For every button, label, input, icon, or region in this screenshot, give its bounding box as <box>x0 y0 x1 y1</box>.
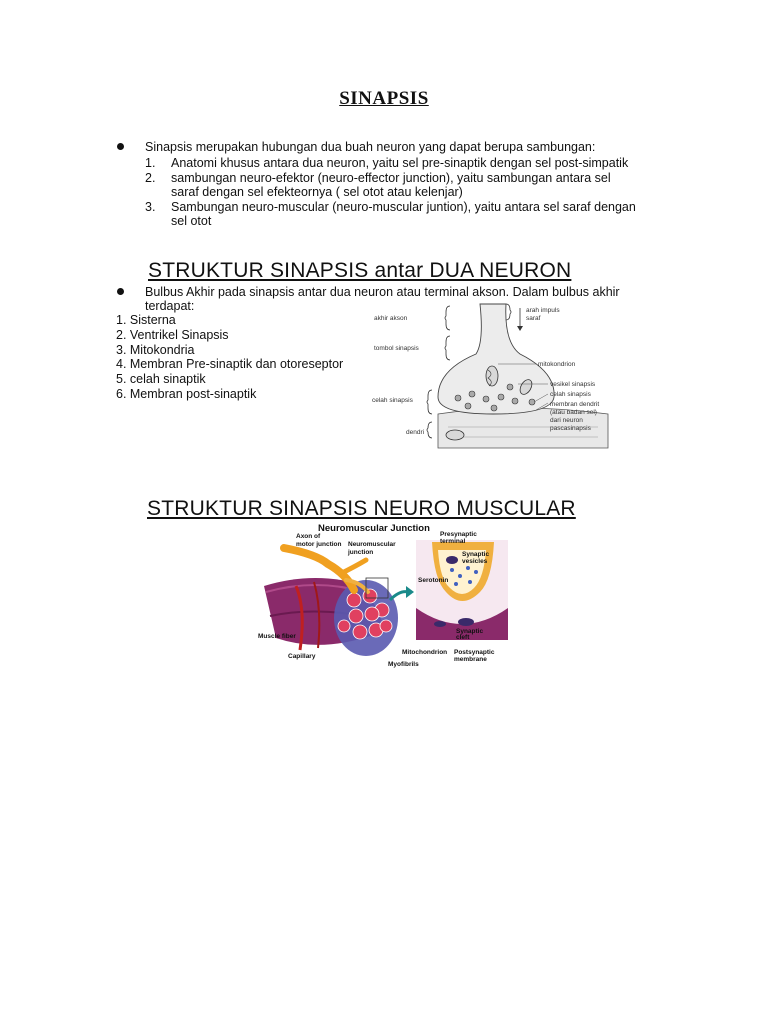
figure-label: tombol sinapsis <box>374 345 419 352</box>
section-heading: STRUKTUR SINAPSIS antar DUA NEURON <box>148 259 572 282</box>
figure-label: arah impuls <box>526 307 560 314</box>
figure-label: membran dendrit <box>550 401 600 408</box>
list-item: 6. Membran post-sinaptik <box>116 387 257 401</box>
intro-item-text: sel otot <box>171 214 212 228</box>
intro-item-text: sambungan neuro-efektor (neuro-effector junction), yaitu sambungan antara sel <box>171 171 611 185</box>
list-item: 1. Sisterna <box>116 313 176 327</box>
intro-item-number: 1. <box>145 156 156 170</box>
figure-label: pascasinapsis <box>550 425 591 432</box>
figure-label: celah sinapsis <box>372 397 413 404</box>
figure-label: junction <box>348 549 374 556</box>
figure-label: mitokondrion <box>538 361 576 368</box>
figure-label: Myofibrils <box>388 661 419 668</box>
figure-label: vesicles <box>462 558 488 565</box>
figure-label: Presynaptic <box>440 531 477 538</box>
bullet-icon <box>117 288 124 295</box>
figure-label: vesikel sinapsis <box>550 381 596 388</box>
figure-title: Neuromuscular Junction <box>318 523 430 534</box>
figure-label: akhir akson <box>374 315 408 322</box>
intro-item-number: 3. <box>145 200 156 214</box>
intro-item-text: Anatomi khusus antara dua neuron, yaitu sel pre-sinaptik dengan sel post-simpatik <box>171 156 629 170</box>
figure-label: (atau badan sel) <box>550 409 597 416</box>
figure-label: motor junction <box>296 541 342 548</box>
figure-label: Axon of <box>296 533 321 540</box>
figure-label: membrane <box>454 656 487 663</box>
intro-item-number: 2. <box>145 171 156 185</box>
figure-label: dari neuron <box>550 417 583 424</box>
figure-label: cleft <box>456 634 470 641</box>
figure-label: Synaptic <box>462 551 490 558</box>
figure-label: dendri <box>406 429 425 436</box>
bullet-icon <box>117 143 124 150</box>
figure-label: Mitochondrion <box>402 649 448 656</box>
figure-label: terminal <box>440 538 466 545</box>
figure-label: Capillary <box>288 653 316 660</box>
list-item: 2. Ventrikel Sinapsis <box>116 328 229 342</box>
figure-label: Postsynaptic <box>454 649 495 656</box>
intro-text: Sinapsis merupakan hubungan dua buah neuron yang dapat berupa sambungan: <box>145 140 596 154</box>
list-item: 3. Mitokondria <box>116 343 195 357</box>
figure-label: celah sinapsis <box>550 391 591 398</box>
section-text: terdapat: <box>145 299 195 313</box>
intro-item-text: saraf dengan sel efekteornya ( sel otot atau kelenjar) <box>171 185 463 199</box>
figure-label: Neuromuscular <box>348 541 396 548</box>
list-item: 5. celah sinaptik <box>116 372 206 386</box>
intro-item-text: Sambungan neuro-muscular (neuro-muscular juntion), yaitu antara sel saraf dengan <box>171 200 636 214</box>
figure-label: Synaptic <box>456 628 484 635</box>
section-text: Bulbus Akhir pada sinapsis antar dua neuron atau terminal akson. Dalam bulbus akhir <box>145 285 620 299</box>
synapse-diagram <box>368 302 623 450</box>
neuromuscular-diagram <box>256 520 512 680</box>
figure-label: saraf <box>526 315 541 322</box>
page-title: SINAPSIS <box>339 88 429 109</box>
figure-label: Serotonin <box>418 577 449 584</box>
figure-label: Muscle fiber <box>258 633 296 640</box>
list-item: 4. Membran Pre-sinaptik dan otoreseptor <box>116 357 344 371</box>
section-heading: STRUKTUR SINAPSIS NEURO MUSCULAR <box>147 497 576 520</box>
